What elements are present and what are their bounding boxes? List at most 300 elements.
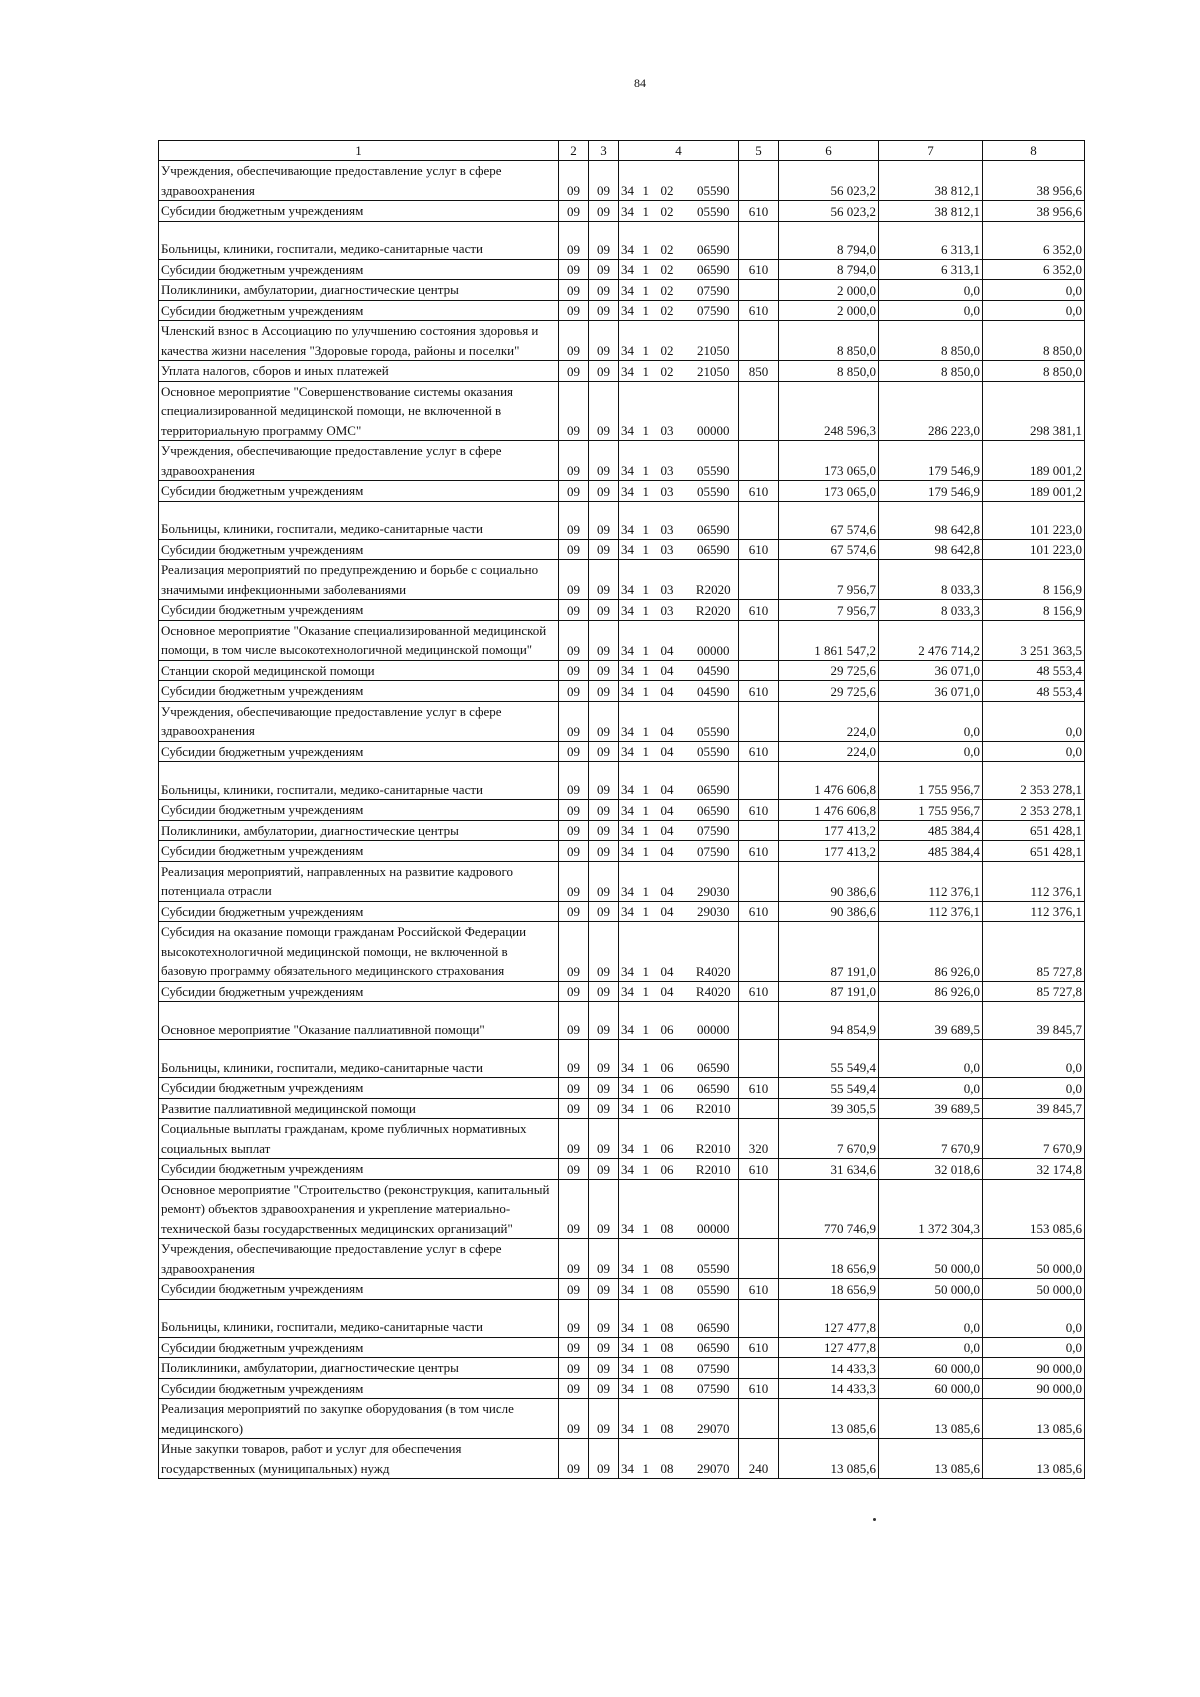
row-c6: 87 191,0 [779,922,879,982]
row-c2: 09 [559,861,589,901]
row-c8: 189 001,2 [983,481,1085,502]
row-c5 [739,701,779,741]
row-c4c: 02 [659,280,689,301]
row-c8: 48 553,4 [983,660,1085,681]
row-name: Иные закупки товаров, работ и услуг для обеспечения государственных (муниципальных) нужд [159,1439,559,1479]
row-c7: 36 071,0 [879,660,983,681]
row-c6: 7 956,7 [779,600,879,621]
row-c2: 09 [559,1239,589,1279]
row-name: Субсидии бюджетным учреждениям [159,741,559,762]
row-c5: 320 [739,1119,779,1159]
row-c5: 610 [739,1337,779,1358]
row-c5 [739,381,779,441]
row-name: Субсидии бюджетным учреждениям [159,300,559,321]
row-c3: 09 [589,741,619,762]
row-c7: 39 689,5 [879,1002,983,1040]
row-c3: 09 [589,1098,619,1119]
row-name: Основное мероприятие "Оказание специализированной медицинской помощи, в том числе высокотехнологичной медицинской помощи" [159,620,559,660]
row-c3: 09 [589,221,619,259]
row-c2: 09 [559,1399,589,1439]
row-c4b: 1 [641,221,659,259]
row-c6: 67 574,6 [779,501,879,539]
row-c4c: 04 [659,820,689,841]
row-c8: 101 223,0 [983,539,1085,560]
row-c7: 485 384,4 [879,841,983,862]
row-name: Субсидии бюджетным учреждениям [159,201,559,222]
row-c4a: 34 [619,1040,641,1078]
row-c3: 09 [589,820,619,841]
row-c8: 8 850,0 [983,321,1085,361]
row-c3: 09 [589,701,619,741]
row-c4b: 1 [641,259,659,280]
row-c8: 0,0 [983,1299,1085,1337]
row-c3: 09 [589,1358,619,1379]
row-c6: 173 065,0 [779,441,879,481]
table-row [159,620,1085,660]
row-c3: 09 [589,800,619,821]
row-c4d: 00000 [689,1179,739,1239]
row-c5: 610 [739,901,779,922]
row-c4d: 06590 [689,762,739,800]
row-c4d: 29070 [689,1399,739,1439]
row-c4b: 1 [641,1239,659,1279]
row-c6: 8 794,0 [779,259,879,280]
row-name: Учреждения, обеспечивающие предоставление услуг в сфере здравоохранения [159,701,559,741]
row-c4d: 07590 [689,280,739,301]
row-c5: 610 [739,481,779,502]
row-c6: 18 656,9 [779,1279,879,1300]
row-c4c: 04 [659,620,689,660]
row-c2: 09 [559,560,589,600]
row-c4a: 34 [619,381,641,441]
row-c4a: 34 [619,762,641,800]
row-name: Субсидии бюджетным учреждениям [159,481,559,502]
row-c8: 2 353 278,1 [983,762,1085,800]
row-c2: 09 [559,1337,589,1358]
row-c7: 8 850,0 [879,361,983,382]
table-row [159,259,1085,280]
header-col-2: 2 [559,141,589,161]
row-c8: 13 085,6 [983,1439,1085,1479]
row-c6: 224,0 [779,741,879,762]
row-c8: 298 381,1 [983,381,1085,441]
row-c4d: 06590 [689,1040,739,1078]
row-c4c: 08 [659,1337,689,1358]
row-c8: 6 352,0 [983,259,1085,280]
row-c5 [739,1299,779,1337]
row-c7: 1 755 956,7 [879,762,983,800]
row-c5 [739,1239,779,1279]
row-name: Больницы, клиники, госпитали, медико-санитарные части [159,1040,559,1078]
row-c4d: R2010 [689,1119,739,1159]
table-row [159,981,1085,1002]
row-c8: 189 001,2 [983,441,1085,481]
row-c8: 13 085,6 [983,1399,1085,1439]
row-c6: 177 413,2 [779,841,879,862]
row-c8: 8 156,9 [983,560,1085,600]
row-c7: 39 689,5 [879,1098,983,1119]
row-c5 [739,922,779,982]
row-c8: 0,0 [983,1040,1085,1078]
table-row [159,600,1085,621]
row-c4b: 1 [641,922,659,982]
table-row [159,1279,1085,1300]
row-c6: 87 191,0 [779,981,879,1002]
row-c4c: 04 [659,901,689,922]
row-c4d: 07590 [689,1358,739,1379]
row-c6: 127 477,8 [779,1337,879,1358]
row-c4c: 06 [659,1040,689,1078]
row-c4c: 04 [659,741,689,762]
row-c3: 09 [589,620,619,660]
row-name: Больницы, клиники, госпитали, медико-санитарные части [159,221,559,259]
row-c4d: 29030 [689,901,739,922]
row-c4a: 34 [619,1378,641,1399]
row-name: Больницы, клиники, госпитали, медико-санитарные части [159,1299,559,1337]
row-c4c: 04 [659,762,689,800]
row-c4b: 1 [641,841,659,862]
row-c4d: R2010 [689,1098,739,1119]
row-c6: 90 386,6 [779,861,879,901]
row-c3: 09 [589,660,619,681]
row-name: Членский взнос в Ассоциацию по улучшению состояния здоровья и качества жизни населения "Здоровые города, районы и поселки" [159,321,559,361]
row-c4a: 34 [619,1358,641,1379]
row-name: Учреждения, обеспечивающие предоставление услуг в сфере здравоохранения [159,441,559,481]
row-c4b: 1 [641,1098,659,1119]
row-c5 [739,1098,779,1119]
row-c3: 09 [589,1002,619,1040]
row-c4b: 1 [641,1337,659,1358]
row-c2: 09 [559,321,589,361]
row-c8: 0,0 [983,300,1085,321]
row-c5: 610 [739,741,779,762]
row-c5: 610 [739,300,779,321]
row-c4c: 03 [659,600,689,621]
row-c7: 2 476 714,2 [879,620,983,660]
table-row [159,820,1085,841]
table-row [159,1159,1085,1180]
row-c2: 09 [559,1299,589,1337]
row-c2: 09 [559,1078,589,1099]
row-c8: 90 000,0 [983,1358,1085,1379]
row-c6: 13 085,6 [779,1399,879,1439]
row-c6: 2 000,0 [779,280,879,301]
row-c5 [739,321,779,361]
row-c8: 6 352,0 [983,221,1085,259]
row-c2: 09 [559,381,589,441]
row-c6: 1 861 547,2 [779,620,879,660]
row-c4c: 02 [659,300,689,321]
row-c4a: 34 [619,861,641,901]
row-c3: 09 [589,1239,619,1279]
row-c4d: 05590 [689,741,739,762]
table-row [159,501,1085,539]
row-c4d: 06590 [689,800,739,821]
row-c4c: 04 [659,981,689,1002]
row-c3: 09 [589,481,619,502]
row-c7: 86 926,0 [879,981,983,1002]
row-c4c: 04 [659,841,689,862]
row-c4c: 06 [659,1078,689,1099]
row-name: Реализация мероприятий по предупреждению и борьбе с социально значимыми инфекционными заболеваниями [159,560,559,600]
row-c4d: 05590 [689,1239,739,1279]
row-c3: 09 [589,161,619,201]
row-name: Основное мероприятие "Строительство (реконструкция, капитальный ремонт) объектов здравоохранения и укрепление материально-технической базы государственных медицинских организаций" [159,1179,559,1239]
row-c4a: 34 [619,1439,641,1479]
table-row [159,701,1085,741]
row-name: Субсидии бюджетным учреждениям [159,1279,559,1300]
row-name: Субсидии бюджетным учреждениям [159,841,559,862]
row-c4a: 34 [619,841,641,862]
row-c8: 8 850,0 [983,361,1085,382]
row-c3: 09 [589,1159,619,1180]
table-row [159,1179,1085,1239]
row-c7: 60 000,0 [879,1358,983,1379]
row-c5 [739,1040,779,1078]
row-c5: 610 [739,981,779,1002]
row-c5: 610 [739,600,779,621]
table-row [159,300,1085,321]
row-c4c: 04 [659,861,689,901]
row-c2: 09 [559,481,589,502]
row-c4a: 34 [619,681,641,702]
row-c4c: 03 [659,441,689,481]
row-c5: 610 [739,1078,779,1099]
row-c8: 153 085,6 [983,1179,1085,1239]
row-c2: 09 [559,841,589,862]
row-name: Поликлиники, амбулатории, диагностические центры [159,280,559,301]
table-row [159,762,1085,800]
row-c4c: 04 [659,681,689,702]
row-c4d: 06590 [689,1078,739,1099]
row-c4d: R2020 [689,600,739,621]
table-row [159,201,1085,222]
table-row [159,441,1085,481]
table-row [159,1337,1085,1358]
row-c2: 09 [559,501,589,539]
row-c3: 09 [589,1119,619,1159]
table-row [159,660,1085,681]
row-c4a: 34 [619,300,641,321]
row-c5: 610 [739,1279,779,1300]
row-c4a: 34 [619,221,641,259]
row-c4b: 1 [641,800,659,821]
row-c4d: 05590 [689,701,739,741]
header-col-6: 6 [779,141,879,161]
row-c6: 39 305,5 [779,1098,879,1119]
row-c6: 770 746,9 [779,1179,879,1239]
row-c6: 29 725,6 [779,660,879,681]
row-c5: 610 [739,201,779,222]
row-c8: 3 251 363,5 [983,620,1085,660]
row-c5 [739,161,779,201]
row-c5: 610 [739,539,779,560]
row-name: Больницы, клиники, госпитали, медико-санитарные части [159,501,559,539]
row-c7: 60 000,0 [879,1378,983,1399]
row-c4b: 1 [641,560,659,600]
row-c3: 09 [589,259,619,280]
row-c8: 651 428,1 [983,841,1085,862]
row-c3: 09 [589,1179,619,1239]
row-c6: 224,0 [779,701,879,741]
row-c2: 09 [559,741,589,762]
row-c5: 610 [739,259,779,280]
row-c6: 127 477,8 [779,1299,879,1337]
row-c2: 09 [559,660,589,681]
row-c6: 90 386,6 [779,901,879,922]
row-c3: 09 [589,300,619,321]
row-c4a: 34 [619,922,641,982]
row-c2: 09 [559,539,589,560]
row-c4b: 1 [641,620,659,660]
row-c4a: 34 [619,1179,641,1239]
row-c8: 32 174,8 [983,1159,1085,1180]
row-c4b: 1 [641,441,659,481]
row-c7: 8 033,3 [879,600,983,621]
row-c7: 36 071,0 [879,681,983,702]
row-name: Субсидия на оказание помощи гражданам Российской Федерации высокотехнологичной медицинской помощи, не включенной в базовую программу обязательного медицинского страхования [159,922,559,982]
row-c2: 09 [559,441,589,481]
row-c4c: 02 [659,321,689,361]
row-c5 [739,620,779,660]
row-name: Субсидии бюджетным учреждениям [159,600,559,621]
row-c4b: 1 [641,981,659,1002]
row-c6: 56 023,2 [779,201,879,222]
row-c3: 09 [589,441,619,481]
row-c7: 0,0 [879,280,983,301]
row-c4b: 1 [641,1279,659,1300]
table-row [159,221,1085,259]
row-c4c: 04 [659,800,689,821]
row-c7: 13 085,6 [879,1439,983,1479]
budget-table [158,140,1085,1479]
row-c6: 248 596,3 [779,381,879,441]
table-row [159,539,1085,560]
row-c2: 09 [559,361,589,382]
row-c4a: 34 [619,1239,641,1279]
row-c4c: 08 [659,1378,689,1399]
row-c4b: 1 [641,1002,659,1040]
table-row [159,1378,1085,1399]
row-c5: 240 [739,1439,779,1479]
row-c2: 09 [559,1119,589,1159]
table-row [159,800,1085,821]
row-c4d: 00000 [689,620,739,660]
row-c3: 09 [589,539,619,560]
row-c7: 8 850,0 [879,321,983,361]
row-c8: 8 156,9 [983,600,1085,621]
row-c4b: 1 [641,321,659,361]
row-name: Субсидии бюджетным учреждениям [159,901,559,922]
row-c7: 0,0 [879,741,983,762]
row-c6: 29 725,6 [779,681,879,702]
row-c3: 09 [589,1279,619,1300]
row-c4d: 04590 [689,681,739,702]
row-c4a: 34 [619,1078,641,1099]
row-c4b: 1 [641,600,659,621]
row-c7: 50 000,0 [879,1279,983,1300]
row-c7: 86 926,0 [879,922,983,982]
row-c4a: 34 [619,660,641,681]
row-c3: 09 [589,1299,619,1337]
row-c4b: 1 [641,361,659,382]
row-c4d: 05590 [689,1279,739,1300]
row-c3: 09 [589,501,619,539]
row-c5 [739,1358,779,1379]
row-c4d: 07590 [689,300,739,321]
row-c4a: 34 [619,280,641,301]
row-c5 [739,1399,779,1439]
row-c2: 09 [559,1159,589,1180]
row-c4b: 1 [641,1439,659,1479]
row-c4b: 1 [641,701,659,741]
table-row [159,1119,1085,1159]
row-c4c: 08 [659,1179,689,1239]
row-c5: 850 [739,361,779,382]
table-row [159,161,1085,201]
row-c3: 09 [589,280,619,301]
row-c4a: 34 [619,981,641,1002]
table-row [159,1239,1085,1279]
row-c3: 09 [589,1078,619,1099]
row-c4b: 1 [641,1179,659,1239]
row-c4d: R4020 [689,981,739,1002]
row-c4c: 08 [659,1239,689,1279]
row-name: Субсидии бюджетным учреждениям [159,539,559,560]
row-c4d: R2010 [689,1159,739,1180]
row-c6: 8 794,0 [779,221,879,259]
row-c4c: 03 [659,539,689,560]
header-col-3: 3 [589,141,619,161]
header-col-7: 7 [879,141,983,161]
row-c6: 1 476 606,8 [779,762,879,800]
table-row [159,841,1085,862]
page-number: 84 [634,76,646,90]
row-name: Субсидии бюджетным учреждениям [159,1078,559,1099]
row-c4c: 04 [659,701,689,741]
row-c4a: 34 [619,1159,641,1180]
row-c5 [739,280,779,301]
row-c4d: 00000 [689,381,739,441]
row-c5 [739,560,779,600]
row-c8: 85 727,8 [983,922,1085,982]
row-c4a: 34 [619,1399,641,1439]
row-c3: 09 [589,1378,619,1399]
row-c2: 09 [559,981,589,1002]
row-c4b: 1 [641,901,659,922]
row-c2: 09 [559,1040,589,1078]
row-c6: 55 549,4 [779,1040,879,1078]
row-name: Субсидии бюджетным учреждениям [159,1159,559,1180]
row-c4c: 03 [659,560,689,600]
row-c4b: 1 [641,280,659,301]
row-c6: 67 574,6 [779,539,879,560]
row-c2: 09 [559,922,589,982]
row-c2: 09 [559,681,589,702]
row-c8: 38 956,6 [983,201,1085,222]
row-c7: 286 223,0 [879,381,983,441]
row-c6: 13 085,6 [779,1439,879,1479]
row-c3: 09 [589,321,619,361]
header-col-4: 4 [619,141,739,161]
row-c4a: 34 [619,441,641,481]
row-c2: 09 [559,1279,589,1300]
row-c4a: 34 [619,1098,641,1119]
row-c4a: 34 [619,501,641,539]
row-c2: 09 [559,1439,589,1479]
table-row [159,861,1085,901]
row-c4a: 34 [619,321,641,361]
